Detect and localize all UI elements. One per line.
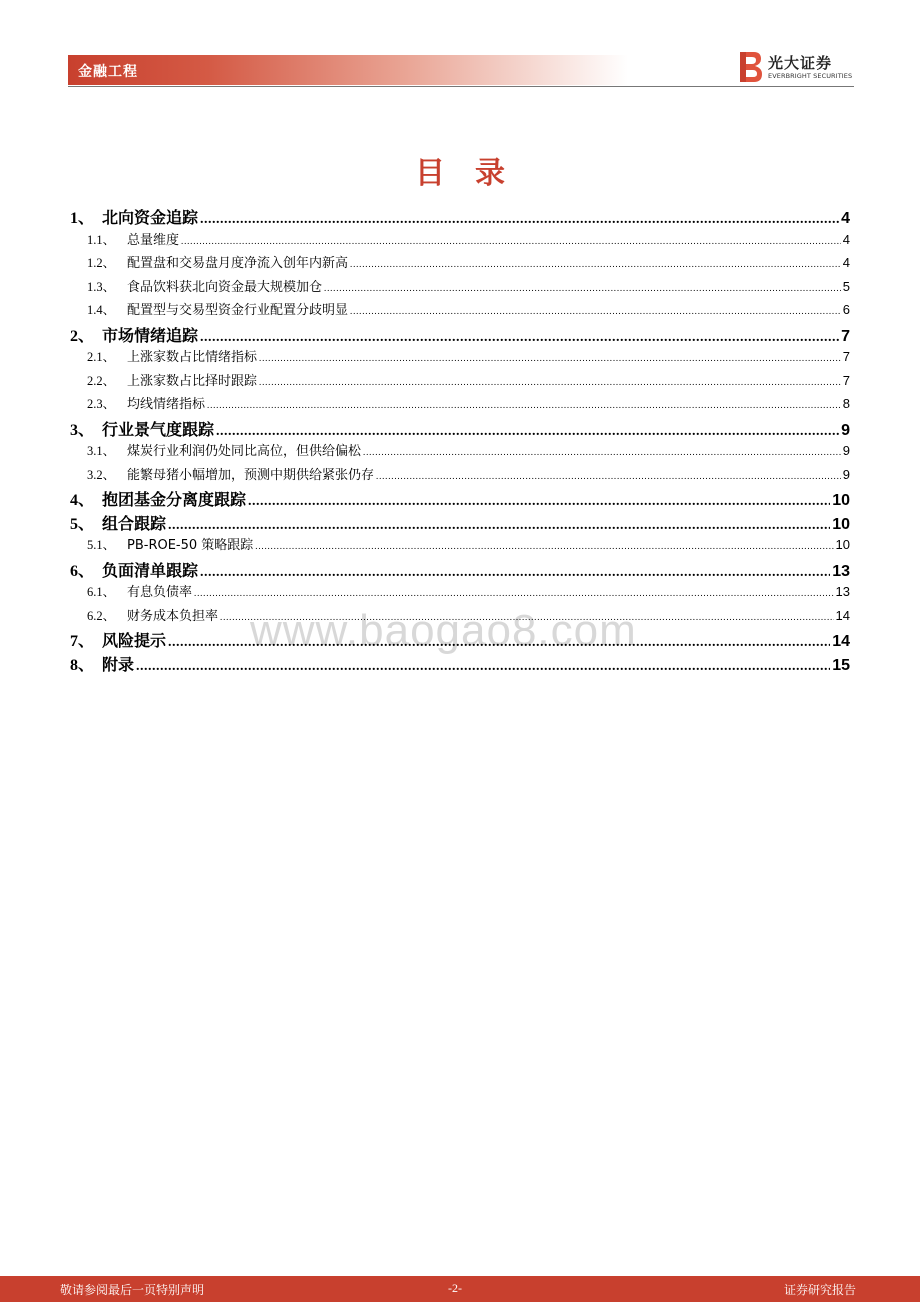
logo-text-cn: 光大证券 — [768, 54, 833, 72]
toc-entry-number: 3、 — [70, 421, 95, 439]
toc-entry-number: 2.2、 — [87, 373, 116, 388]
table-of-contents — [70, 205, 850, 675]
toc-entry-number: 1、 — [70, 210, 95, 227]
toc-entry-page: 15 — [832, 656, 850, 674]
toc-leader-dots — [200, 565, 830, 581]
toc-entry-page: 13 — [832, 562, 850, 580]
toc-title: 目录 — [415, 156, 535, 191]
toc-entry[interactable] — [70, 229, 850, 253]
toc-leader-dots — [324, 283, 841, 293]
toc-entry[interactable] — [70, 558, 850, 582]
toc-leader-dots — [200, 330, 839, 346]
toc-entry-number: 6.2、 — [87, 608, 116, 623]
toc-entry[interactable] — [70, 511, 850, 535]
toc-entry[interactable] — [70, 440, 850, 464]
toc-entry[interactable] — [70, 534, 850, 558]
toc-entry[interactable] — [70, 417, 850, 441]
toc-entry-number: 6.1、 — [87, 585, 116, 599]
company-logo — [738, 50, 854, 84]
toc-entry-label: 负面清单跟踪 — [102, 560, 199, 580]
toc-entry-page: 9 — [842, 466, 850, 482]
toc-entry[interactable] — [70, 487, 850, 511]
toc-entry-label: 附录 — [102, 654, 135, 674]
toc-entry-page: 13 — [835, 584, 850, 599]
toc-entry-label: 煤炭行业利润仍处同比高位，但供给偏松 — [127, 444, 362, 459]
toc-entry-page: 5 — [842, 278, 850, 294]
department-label: 金融工程 — [78, 64, 138, 80]
toc-leader-dots — [168, 635, 830, 651]
toc-entry-label: 组合跟踪 — [102, 513, 167, 533]
toc-leader-dots — [350, 306, 841, 316]
toc-entry[interactable] — [70, 205, 850, 229]
toc-entry-number: 2.3、 — [87, 397, 116, 411]
footer-band — [0, 1276, 920, 1302]
toc-leader-dots — [220, 612, 834, 622]
toc-entry-label: 配置型与交易型资金行业配置分歧明显 — [127, 303, 349, 318]
toc-entry-label: 有息负债率 — [127, 585, 193, 600]
toc-entry-page: 9 — [842, 443, 850, 458]
header-rule — [68, 86, 854, 87]
toc-entry-number: 5、 — [70, 515, 95, 533]
toc-entry-page: 10 — [832, 492, 850, 509]
toc-entry[interactable] — [70, 464, 850, 488]
toc-entry-page: 4 — [842, 255, 850, 270]
toc-entry-label: 市场情绪追踪 — [102, 325, 199, 345]
toc-entry-label: 上涨家数占比择时跟踪 — [127, 373, 258, 389]
toc-leader-dots — [194, 588, 834, 598]
toc-entry[interactable] — [70, 581, 850, 605]
toc-entry[interactable] — [70, 393, 850, 417]
toc-entry-number: 4、 — [70, 492, 95, 509]
toc-entry-number: 2、 — [70, 327, 95, 345]
footer-report-type: 证券研究报告 — [783, 1283, 856, 1297]
toc-leader-dots — [255, 541, 833, 551]
toc-entry-page: 7 — [842, 372, 850, 388]
toc-entry-number: 3.2、 — [87, 467, 116, 482]
toc-entry-label: 均线情绪指标 — [127, 397, 206, 412]
toc-entry-number: 1.4、 — [87, 303, 116, 317]
toc-entry-number: 5.1、 — [87, 538, 116, 552]
toc-entry-label: 配置盘和交易盘月度净流入创年内新高 — [127, 256, 349, 271]
toc-leader-dots — [350, 259, 841, 269]
toc-entry-page: 10 — [832, 515, 850, 533]
toc-leader-dots — [248, 494, 830, 510]
toc-entry-number: 8、 — [70, 656, 95, 674]
toc-entry-label: 风险提示 — [102, 631, 167, 650]
toc-entry[interactable] — [70, 276, 850, 300]
toc-entry-label: 行业景气度跟踪 — [102, 419, 215, 439]
toc-leader-dots — [181, 236, 841, 246]
toc-leader-dots — [216, 424, 839, 440]
toc-entry-label: 抱团基金分离度跟踪 — [102, 490, 247, 509]
toc-entry-page: 14 — [832, 633, 850, 650]
toc-entry-number: 3.1、 — [87, 444, 116, 458]
toc-entry-label: 上涨家数占比情绪指标 — [127, 350, 258, 365]
toc-entry-number: 1.3、 — [87, 279, 116, 294]
toc-entry-label: PB-ROE-50 策略跟踪 — [127, 538, 254, 553]
toc-entry-number: 1.1、 — [87, 232, 116, 247]
toc-entry-page: 9 — [841, 421, 850, 439]
toc-entry-number: 1.2、 — [87, 256, 116, 270]
toc-leader-dots — [168, 518, 830, 534]
toc-entry[interactable] — [70, 605, 850, 629]
toc-leader-dots — [259, 377, 841, 387]
footer-page-number: -2- — [448, 1281, 462, 1295]
logo-text-en: EVERBRIGHT SECURITIES — [768, 72, 853, 80]
toc-leader-dots — [259, 353, 841, 363]
header-band — [68, 55, 628, 85]
toc-entry[interactable] — [70, 628, 850, 652]
toc-entry-number: 2.1、 — [87, 350, 116, 364]
toc-leader-dots — [363, 447, 841, 457]
toc-entry[interactable] — [70, 252, 850, 276]
toc-entry-label: 能繁母猪小幅增加，预测中期供给紧张仍存 — [127, 467, 375, 483]
toc-entry[interactable] — [70, 323, 850, 347]
toc-leader-dots — [136, 659, 830, 675]
footer-disclaimer: 敬请参阅最后一页特别声明 — [60, 1283, 205, 1297]
watermark: www.baogao8.com — [250, 606, 637, 655]
toc-entry-page: 6 — [842, 302, 850, 317]
toc-entry-page: 4 — [842, 231, 850, 247]
toc-leader-dots — [200, 212, 839, 228]
toc-entry[interactable] — [70, 346, 850, 370]
toc-entry-page: 4 — [841, 210, 850, 227]
toc-entry-number: 7、 — [70, 633, 95, 650]
toc-leader-dots — [207, 400, 841, 410]
toc-entry-number: 6、 — [70, 562, 95, 580]
toc-entry-page: 7 — [842, 349, 850, 364]
everbright-logo-icon — [738, 50, 764, 84]
toc-entry-page: 8 — [842, 396, 850, 411]
toc-entry-page: 10 — [835, 537, 850, 552]
toc-entry[interactable] — [70, 370, 850, 394]
toc-leader-dots — [376, 471, 841, 481]
toc-entry-label: 北向资金追踪 — [102, 208, 199, 227]
toc-entry-label: 财务成本负担率 — [127, 608, 219, 624]
toc-entry[interactable] — [70, 652, 850, 676]
toc-entry-label: 总量维度 — [127, 232, 180, 248]
toc-entry-label: 食品饮料获北向资金最大规模加仓 — [127, 279, 323, 295]
toc-entry-page: 14 — [835, 607, 850, 623]
toc-entry-page: 7 — [841, 327, 850, 345]
toc-entry[interactable] — [70, 299, 850, 323]
